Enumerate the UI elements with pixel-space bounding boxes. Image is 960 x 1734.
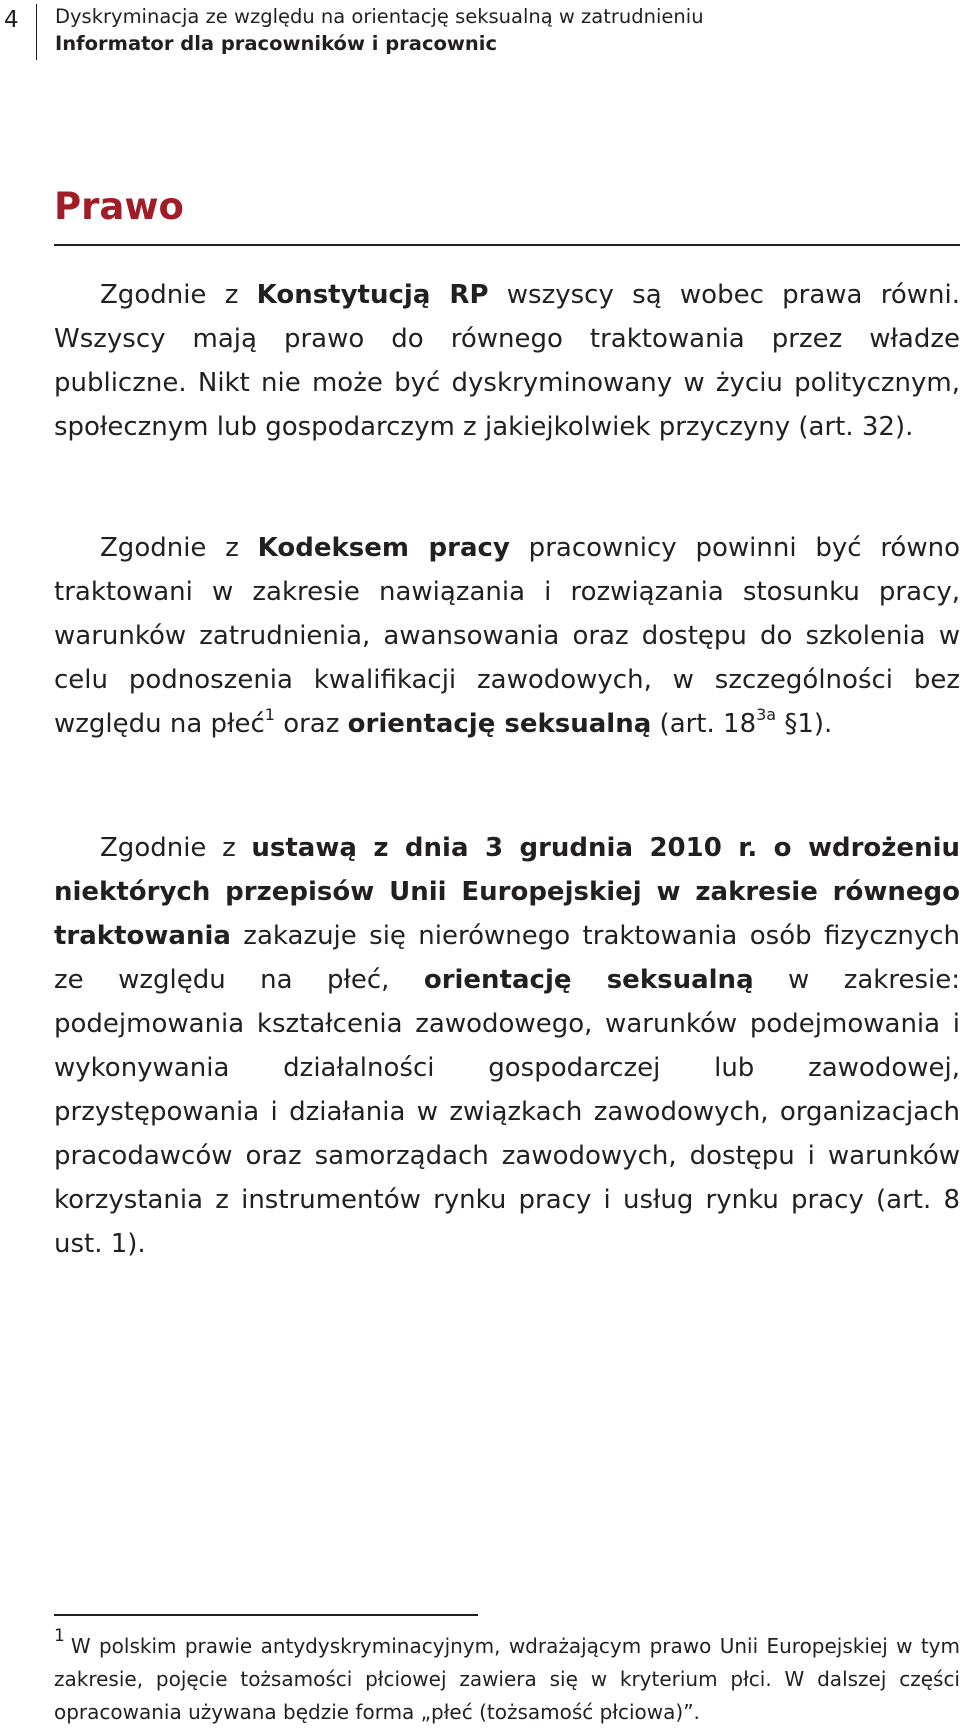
footnote-body: W polskim prawie antydyskryminacyjnym, wdrażającym prawo Unii Europejskiej w tym zakresie, pojęcie tożsamości płciowej zawiera się w kryterium płci. W dalszej części opracowania używana będzie forma „płeć (tożsamość płciowa)”. [54,1634,960,1724]
text-run: (art. 18 [651,709,757,739]
text-run: Zgodnie z [100,833,252,863]
paragraph-constitution [54,273,960,449]
footnote [54,1626,960,1729]
text-run: w zakresie: podejmowania kształcenia zawodowego, warunków podejmowania i wykonywania działalności gospodarczej lub zawodowej, przystępowania i działania w związkach zawodowych, organizacjach pracodawców oraz samorządach zawodowych, dostępu i warunków korzystania z instrumentów rynku pracy i usług rynku pracy (art. 8 ust. 1). [54,965,960,1259]
footnote-reference: 1 [264,705,275,724]
bold-term: orientację seksualną [423,965,754,995]
bold-term: Konstytucją RP [256,280,489,310]
text-run: §1). [776,709,833,739]
paragraph-text [54,273,960,449]
section-title: Prawo [54,185,184,228]
bold-term: Kodeksem pracy [257,533,510,563]
text-run: pracownicy powinni być równo traktowani w zakresie nawiązania i rozwiązania stosunku pracy, warunków zatrudnienia, awansowania oraz dostępu do szkolenia w celu podnoszenia kwalifikacji zawodowych, w szczególności bez względu na płeć [54,533,960,739]
footnote-divider [54,1614,478,1616]
bold-term: ustawą z dnia 3 grudnia 2010 r. o wdrożeniu niektórych przepisów Unii Europejskiej w zakresie równego traktowania [54,833,960,951]
text-run: zakazuje się nierównego traktowania osób fizycznych ze względu na płeć, [54,921,960,995]
text-run: wszyscy są wobec prawa równi. Wszyscy mają prawo do równego traktowania przez władze publiczne. Nikt nie może być dyskryminowany w życiu politycznym, społecznym lub gospodarczym z jakiejkolwiek przyczyny (art. 32). [54,280,960,442]
text-run: oraz [274,709,348,739]
paragraph-labour-code [54,526,960,746]
bold-term: orientację seksualną [347,709,652,739]
text-run: Zgodnie z [100,280,257,310]
header-subtitle: Informator dla pracowników i pracownic [55,32,498,55]
text-run: Zgodnie z [100,533,258,563]
header-divider [36,4,37,60]
running-header [0,0,960,64]
paragraph-text [54,826,960,1266]
header-title: Dyskryminacja ze względu na orientację seksualną w zatrudnieniu [55,5,704,28]
article-superscript: 3a [756,705,777,724]
footnote-text [54,1626,960,1729]
section-divider [54,244,960,246]
paragraph-text [54,526,960,746]
paragraph-equal-treatment-act [54,826,960,1266]
page-number: 4 [4,7,19,33]
footnote-number: 1 [54,1626,65,1646]
